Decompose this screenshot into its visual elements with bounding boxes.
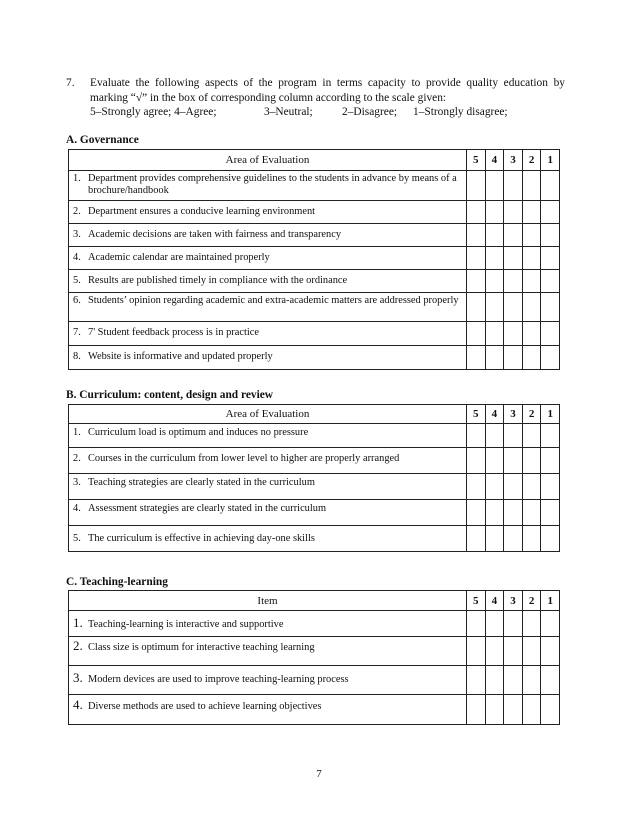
row-number: 3. [73, 670, 83, 685]
row-text: Assessment strategies are clearly stated in the curriculum [88, 503, 327, 514]
rating-cell-3[interactable] [504, 270, 523, 293]
column-header-2: 2 [522, 150, 541, 171]
column-header-1: 1 [541, 405, 560, 424]
row-text: Courses in the curriculum from lower level to higher are properly arranged [88, 453, 400, 464]
rating-cell-4[interactable] [485, 611, 504, 637]
row-number: 8. [73, 351, 81, 362]
column-header-area: Area of Evaluation [69, 150, 467, 171]
rating-cell-2[interactable] [522, 637, 541, 666]
question-text: Evaluate the following aspects of the program in terms capacity to provide quality education by marking “√” in the box of corresponding column according to the scale given: [90, 77, 565, 104]
column-header-4: 4 [485, 405, 504, 424]
rating-cell-5[interactable] [467, 637, 486, 666]
row-number: 4. [73, 252, 81, 263]
row-number: 1. [73, 173, 81, 184]
row-number: 3. [73, 229, 81, 240]
column-header-area: Area of Evaluation [69, 405, 467, 424]
rating-cell-5[interactable] [467, 448, 486, 474]
table-row [69, 500, 560, 526]
column-header-3: 3 [504, 405, 523, 424]
rating-cell-2[interactable] [522, 224, 541, 247]
row-text: Academic calendar are maintained properly [88, 252, 270, 263]
rating-cell-3[interactable] [504, 171, 523, 201]
rating-cell-4[interactable] [485, 201, 504, 224]
rating-cell-3[interactable] [504, 526, 523, 552]
rating-cell-2[interactable] [522, 201, 541, 224]
table-header-row [69, 591, 560, 611]
rating-cell-3[interactable] [504, 637, 523, 666]
table-row [69, 171, 560, 201]
column-header-2: 2 [522, 591, 541, 611]
column-header-5: 5 [467, 591, 486, 611]
rating-cell-4[interactable] [485, 695, 504, 725]
rating-cell-2[interactable] [522, 500, 541, 526]
scale-3: 3–Neutral; [264, 106, 313, 118]
row-text: Curriculum load is optimum and induces no pressure [88, 427, 309, 438]
rating-cell-5[interactable] [467, 270, 486, 293]
rating-cell-4[interactable] [485, 346, 504, 370]
rating-cell-2[interactable] [522, 526, 541, 552]
rating-cell-4[interactable] [485, 500, 504, 526]
rating-cell-1[interactable] [541, 695, 560, 725]
rating-cell-1[interactable] [541, 346, 560, 370]
row-number: 5. [73, 275, 81, 286]
column-header-1: 1 [541, 591, 560, 611]
rating-cell-1[interactable] [541, 224, 560, 247]
section-title-curriculum: B. Curriculum: content, design and review [66, 389, 274, 401]
table-row [69, 448, 560, 474]
rating-cell-4[interactable] [485, 322, 504, 346]
rating-cell-2[interactable] [522, 611, 541, 637]
rating-cell-1[interactable] [541, 201, 560, 224]
rating-cell-5[interactable] [467, 346, 486, 370]
rating-cell-5[interactable] [467, 526, 486, 552]
teaching-learning-table [68, 590, 560, 725]
rating-cell-5[interactable] [467, 247, 486, 270]
table-header-row [69, 150, 560, 171]
table-row [69, 201, 560, 224]
rating-cell-3[interactable] [504, 424, 523, 448]
rating-cell-3[interactable] [504, 293, 523, 322]
column-header-3: 3 [504, 150, 523, 171]
rating-cell-4[interactable] [485, 171, 504, 201]
table-row [69, 637, 560, 666]
table-row [69, 270, 560, 293]
row-number: 5. [73, 533, 81, 544]
rating-cell-2[interactable] [522, 424, 541, 448]
rating-cell-3[interactable] [504, 322, 523, 346]
row-number: 4. [73, 697, 83, 712]
rating-cell-4[interactable] [485, 270, 504, 293]
table-row [69, 695, 560, 725]
rating-cell-5[interactable] [467, 474, 486, 500]
column-header-4: 4 [485, 591, 504, 611]
rating-cell-5[interactable] [467, 322, 486, 346]
column-header-5: 5 [467, 405, 486, 424]
table-row [69, 322, 560, 346]
table-row [69, 611, 560, 637]
rating-cell-1[interactable] [541, 500, 560, 526]
table-row [69, 666, 560, 695]
row-text: Teaching-learning is interactive and supportive [88, 619, 284, 630]
rating-cell-5[interactable] [467, 293, 486, 322]
rating-cell-4[interactable] [485, 448, 504, 474]
rating-cell-4[interactable] [485, 666, 504, 695]
governance-table [68, 149, 560, 370]
rating-cell-3[interactable] [504, 500, 523, 526]
curriculum-table [68, 404, 560, 552]
rating-cell-2[interactable] [522, 171, 541, 201]
row-number: 7. [73, 327, 81, 338]
column-header-3: 3 [504, 591, 523, 611]
row-number: 4. [73, 503, 81, 514]
rating-cell-2[interactable] [522, 695, 541, 725]
rating-cell-5[interactable] [467, 611, 486, 637]
row-text: 7' Student feedback process is in practice [88, 327, 259, 338]
row-text: Class size is optimum for interactive teaching learning [88, 642, 315, 653]
rating-cell-1[interactable] [541, 171, 560, 201]
row-number: 1. [73, 615, 83, 630]
rating-cell-3[interactable] [504, 611, 523, 637]
rating-cell-4[interactable] [485, 247, 504, 270]
row-text: Academic decisions are taken with fairness and transparency [88, 229, 342, 240]
column-header-4: 4 [485, 150, 504, 171]
rating-cell-1[interactable] [541, 474, 560, 500]
rating-cell-2[interactable] [522, 666, 541, 695]
row-text: The curriculum is effective in achieving day-one skills [88, 533, 315, 544]
rating-cell-1[interactable] [541, 424, 560, 448]
rating-cell-1[interactable] [541, 322, 560, 346]
rating-cell-1[interactable] [541, 666, 560, 695]
rating-cell-5[interactable] [467, 171, 486, 201]
table-row [69, 474, 560, 500]
row-text: Modern devices are used to improve teaching-learning process [88, 674, 349, 685]
column-header-5: 5 [467, 150, 486, 171]
row-number: 2. [73, 453, 81, 464]
column-header-2: 2 [522, 405, 541, 424]
row-text: Website is informative and updated properly [88, 351, 273, 362]
rating-cell-3[interactable] [504, 346, 523, 370]
rating-cell-3[interactable] [504, 448, 523, 474]
rating-cell-3[interactable] [504, 247, 523, 270]
rating-cell-4[interactable] [485, 293, 504, 322]
row-number: 3. [73, 477, 81, 488]
rating-cell-2[interactable] [522, 448, 541, 474]
rating-cell-1[interactable] [541, 637, 560, 666]
rating-cell-1[interactable] [541, 293, 560, 322]
rating-cell-1[interactable] [541, 448, 560, 474]
rating-cell-5[interactable] [467, 224, 486, 247]
rating-cell-4[interactable] [485, 224, 504, 247]
rating-cell-2[interactable] [522, 322, 541, 346]
rating-cell-4[interactable] [485, 637, 504, 666]
rating-cell-4[interactable] [485, 526, 504, 552]
rating-cell-2[interactable] [522, 474, 541, 500]
rating-cell-1[interactable] [541, 247, 560, 270]
page-number: 7 [316, 768, 322, 780]
question-number: 7. [66, 77, 75, 89]
row-number: 2. [73, 206, 81, 217]
scale-5-4: 5–Strongly agree; 4–Agree; [90, 106, 217, 118]
rating-cell-5[interactable] [467, 424, 486, 448]
section-title-governance: A. Governance [66, 134, 139, 146]
rating-cell-3[interactable] [504, 666, 523, 695]
table-row [69, 293, 560, 322]
rating-cell-2[interactable] [522, 270, 541, 293]
column-header-1: 1 [541, 150, 560, 171]
row-text: Students’ opinion regarding academic and extra-academic matters are addressed properly [88, 295, 459, 306]
row-number: 1. [73, 427, 81, 438]
row-number: 6. [73, 295, 81, 306]
rating-cell-1[interactable] [541, 611, 560, 637]
table-header-row [69, 405, 560, 424]
table-row [69, 224, 560, 247]
rating-cell-3[interactable] [504, 201, 523, 224]
rating-cell-3[interactable] [504, 695, 523, 725]
rating-cell-4[interactable] [485, 424, 504, 448]
rating-cell-3[interactable] [504, 474, 523, 500]
table-row [69, 526, 560, 552]
rating-cell-5[interactable] [467, 201, 486, 224]
table-row [69, 346, 560, 370]
row-text: Diverse methods are used to achieve learning objectives [88, 701, 322, 712]
rating-cell-5[interactable] [467, 500, 486, 526]
table-row [69, 247, 560, 270]
table-row [69, 424, 560, 448]
section-title-teaching-learning: C. Teaching-learning [66, 576, 168, 588]
row-text: Department ensures a conducive learning environment [88, 206, 316, 217]
row-text: Results are published timely in compliance with the ordinance [88, 275, 348, 286]
row-number: 2. [73, 638, 83, 653]
rating-cell-5[interactable] [467, 666, 486, 695]
rating-cell-5[interactable] [467, 695, 486, 725]
rating-cell-3[interactable] [504, 224, 523, 247]
rating-cell-1[interactable] [541, 526, 560, 552]
scale-2: 2–Disagree; [342, 106, 398, 118]
rating-cell-2[interactable] [522, 346, 541, 370]
rating-cell-2[interactable] [522, 293, 541, 322]
rating-cell-2[interactable] [522, 247, 541, 270]
row-text: Teaching strategies are clearly stated in the curriculum [88, 477, 315, 488]
rating-cell-4[interactable] [485, 474, 504, 500]
column-header-item: Item [69, 591, 467, 611]
scale-1: 1–Strongly disagree; [413, 106, 508, 118]
rating-cell-1[interactable] [541, 270, 560, 293]
row-text: Department provides comprehensive guidelines to the students in advance by means of a brochure/handbook [88, 173, 457, 196]
